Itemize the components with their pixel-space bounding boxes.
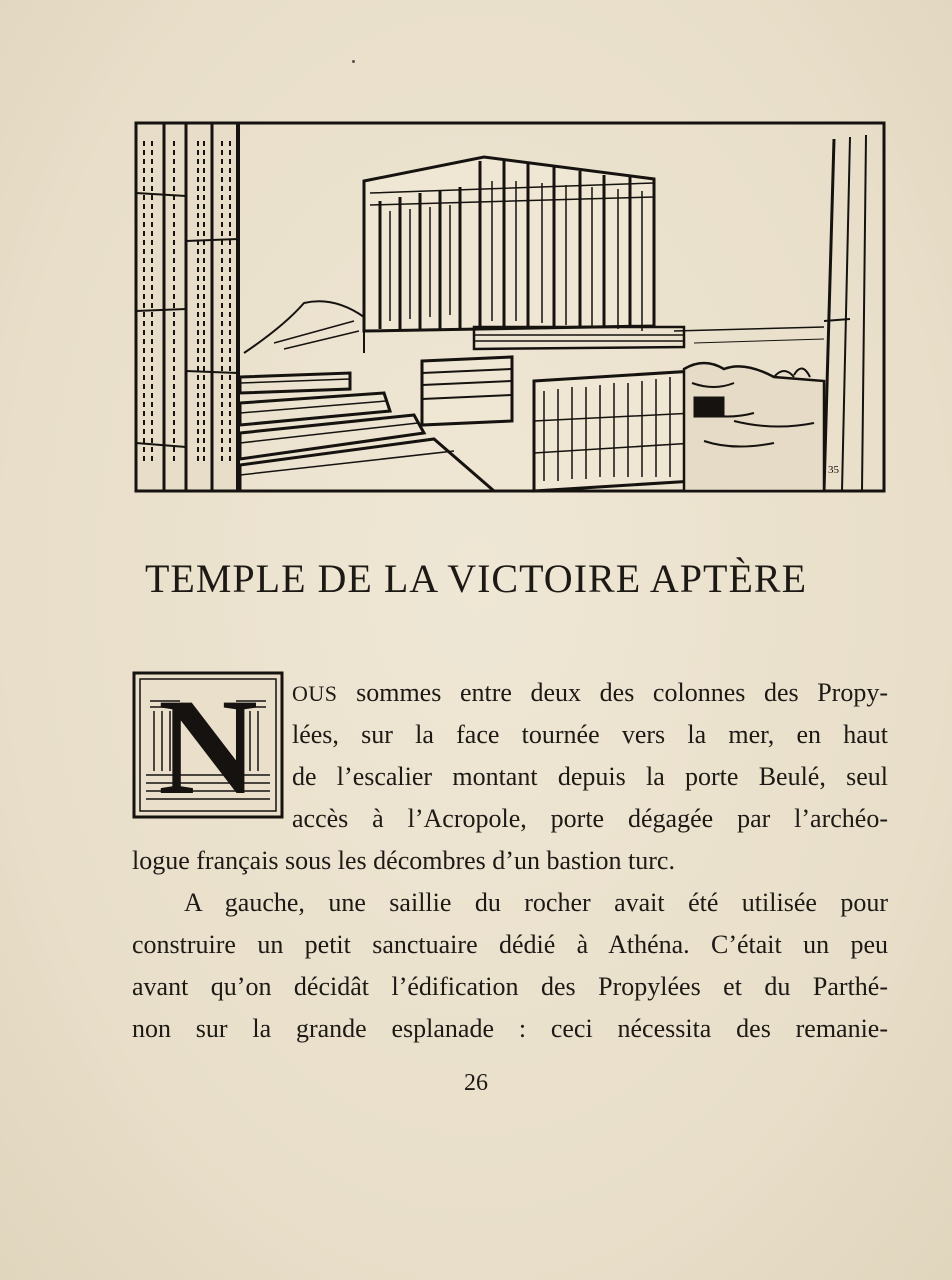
body-line-8: avant qu’on décidât l’édification des Propylées et du Parthé- [132, 972, 888, 1001]
body-line-2: lées, sur la face tournée vers la mer, en haut [292, 720, 888, 749]
page-number: 26 [464, 1070, 488, 1096]
paper-speck [352, 60, 355, 63]
body-line-5: logue français sous les décombres d’un bastion turc. [132, 846, 675, 875]
body-line-1-text: sommes entre deux des colonnes des Propy- [337, 678, 888, 707]
body-line-6: A gauche, une saillie du rocher avait été utilisée pour [184, 888, 888, 917]
body-line-1 [292, 676, 888, 711]
body-line-9: non sur la grande esplanade : ceci nécessita des remanie- [132, 1014, 888, 1043]
drop-cap-letter: N [158, 670, 258, 823]
first-word-smallcaps: OUS [292, 681, 338, 706]
drop-cap-ornament [132, 670, 284, 823]
body-line-7: construire un petit sanctuaire dédié à Athéna. C’était un peu [132, 930, 888, 959]
chapter-title: TEMPLE DE LA VICTOIRE APTÈRE [144, 556, 808, 601]
signature-mark: 35 [828, 464, 839, 476]
body-line-4: accès à l’Acropole, porte dégagée par l’archéo- [292, 804, 888, 833]
temple-ruins-illustration [134, 121, 886, 493]
body-line-3: de l’escalier montant depuis la porte Beulé, seul [292, 762, 888, 791]
